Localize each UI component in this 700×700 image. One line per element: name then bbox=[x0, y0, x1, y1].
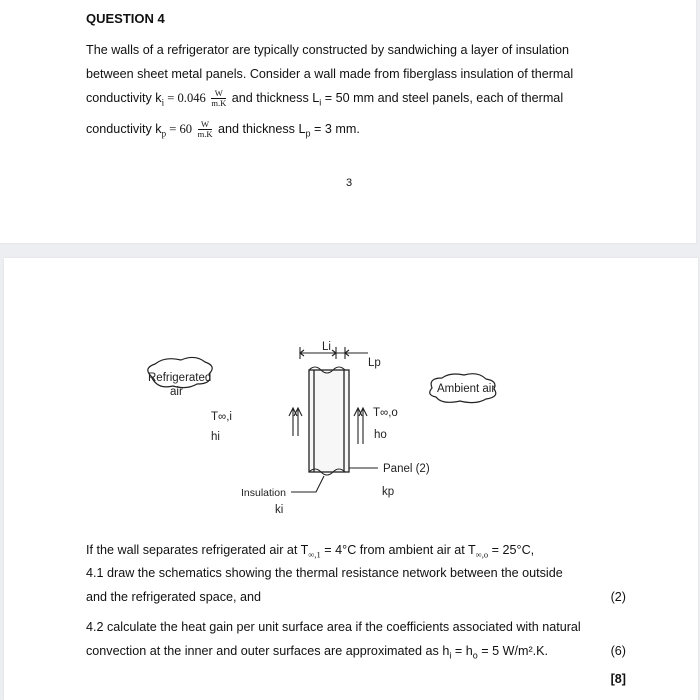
question-line-4: conductivity $k_p = 60$ $\frac{W}{m.K}$ and thickness $L_p = 3$ mm. bbox=[86, 118, 360, 139]
question-paragraph bbox=[86, 41, 618, 142]
question-line-2: between sheet metal panels. Consider a wall made from fiberglass insulation of thermal bbox=[86, 67, 574, 81]
t-inf-i-label: T∞,i bbox=[211, 411, 232, 423]
part-4-1-line-1: 4.1 draw the schematics showing the thermal resistance network between the outside bbox=[86, 565, 563, 580]
ki-label: ki bbox=[275, 504, 284, 516]
part-4-2-line-1: 4.2 calculate the heat gain per unit surface area if the coefficients associated with natural bbox=[86, 619, 581, 634]
lp-label: Lp bbox=[368, 357, 381, 369]
insulation-label: Insulation bbox=[241, 487, 286, 499]
question-line-3: conductivity $k_i = 0.046$ $\frac{W}{m.K}$ and thickness $L_i = 50$ mm and steel panels, each of thermal bbox=[86, 88, 564, 109]
part-4-1-marks: (2) bbox=[610, 589, 626, 604]
total-marks-row bbox=[86, 670, 626, 688]
li-label: Li bbox=[322, 341, 331, 353]
ambient-air-label: Ambient air bbox=[437, 383, 496, 395]
intro-line: If the wall separates refrigerated air at $T_{\infty,1} = 4^\circ C$ from ambient air at $T_{\infty,o} = 25^\circ C$, bbox=[86, 543, 535, 560]
part-4-1-line-2: and the refrigerated space, and (2) bbox=[86, 589, 626, 604]
part-4-2-line-2: convection at the inner and outer surfaces are approximated as $h_i = h_o = 5$ W/m².K. (6) bbox=[86, 642, 626, 665]
ho-label: ho bbox=[374, 429, 387, 441]
page-top bbox=[0, 0, 696, 243]
insulation-leader-line bbox=[291, 476, 324, 492]
refrigerated-air-label: Refrigerated bbox=[148, 372, 212, 384]
page-number: 3 bbox=[346, 177, 353, 189]
part-4-2-marks: (6) bbox=[610, 643, 626, 658]
refrigerated-air-label-2: air bbox=[170, 386, 183, 398]
wall-panels bbox=[309, 367, 349, 475]
air-flow-arrows-right-icon bbox=[354, 408, 367, 444]
total-marks: [8] bbox=[610, 672, 626, 687]
unit-fraction: $\frac{W}{m.K}$ bbox=[211, 88, 227, 109]
air-flow-arrows-left-icon bbox=[289, 408, 302, 436]
t-inf-o-label: T∞,o bbox=[373, 407, 398, 419]
panel-label: Panel (2) bbox=[383, 463, 430, 475]
wall-schematic-diagram bbox=[4, 258, 698, 538]
unit-fraction-2: $\frac{W}{m.K}$ bbox=[197, 118, 213, 139]
thickness-dimension-lines bbox=[300, 347, 368, 359]
question-title: QUESTION 4 bbox=[86, 11, 165, 26]
kp-label: kp bbox=[382, 486, 395, 498]
hi-label: hi bbox=[211, 431, 220, 443]
question-parts bbox=[86, 541, 626, 688]
page-bottom bbox=[4, 258, 698, 700]
question-line-1: The walls of a refrigerator are typically constructed by sandwiching a layer of insulation bbox=[86, 43, 569, 57]
